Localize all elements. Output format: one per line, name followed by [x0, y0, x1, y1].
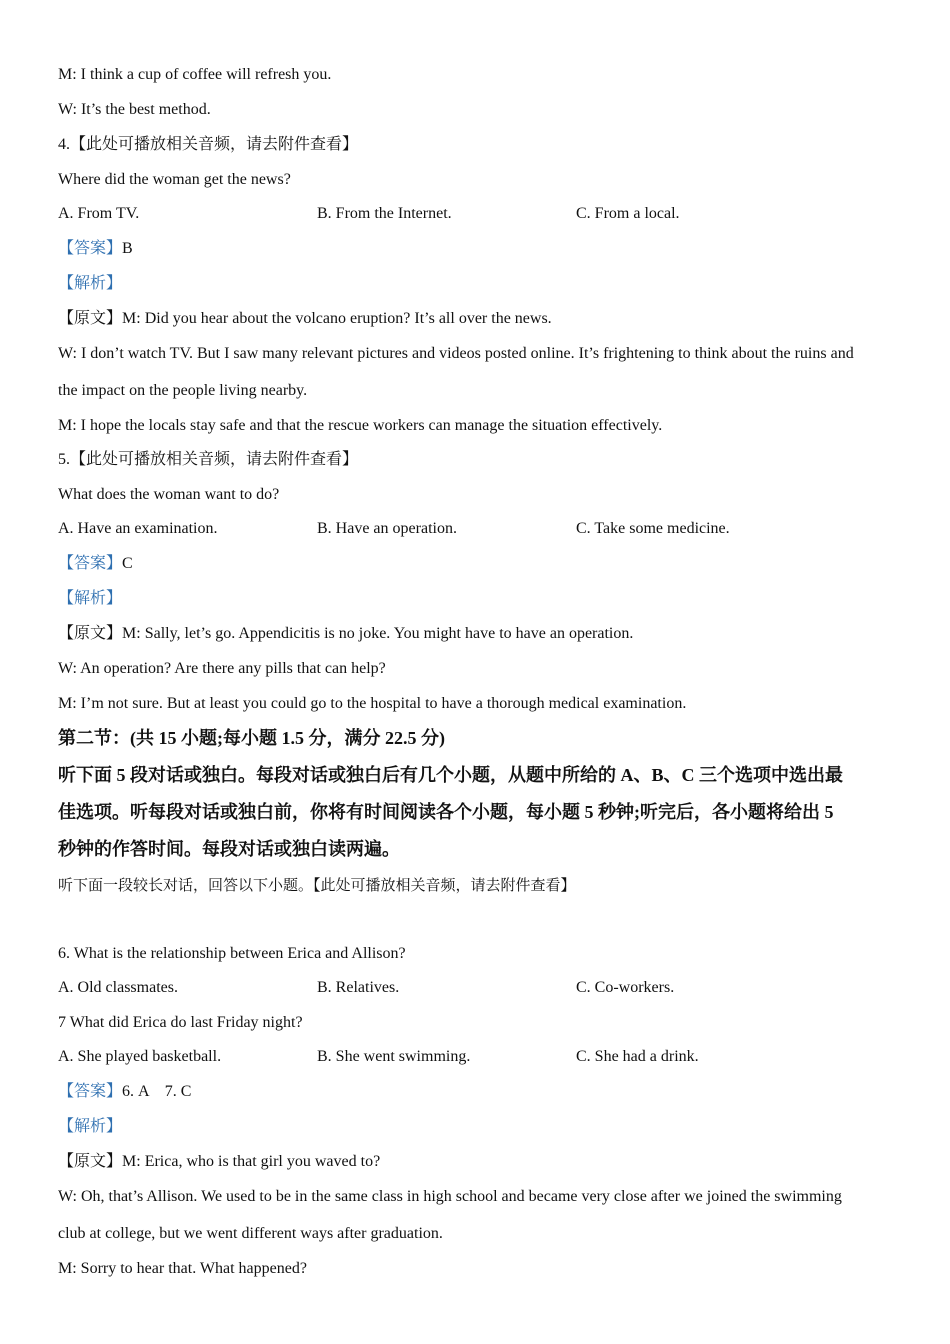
option-c: C. From a local.	[576, 205, 680, 222]
dialogue-line: W: I don’t watch TV. But I saw many relevant pictures and videos posted online. It’s frightening to think about the ruins and	[58, 345, 854, 362]
audio-placeholder: 【此处可播放相关音频，请去附件查看】	[70, 451, 359, 468]
question-number: 4.	[58, 136, 70, 153]
original-label: 【原文】	[58, 310, 123, 327]
dialogue-line: the impact on the people living nearby.	[58, 382, 308, 399]
section-2-instructions: 佳选项。听每段对话或独白前，你将有时间阅读各个小题，每小题 5 秒钟;听完后，各小题将给出 5	[58, 802, 834, 822]
answer-value: 6. A 7. C	[122, 1083, 192, 1100]
question-5-text: What does the woman want to do?	[58, 486, 280, 503]
answer-value: C	[122, 555, 133, 572]
dialogue-line: M: Did you hear about the volcano eruption? It’s all over the news.	[122, 310, 552, 327]
dialogue-line: W: Oh, that’s Allison. We used to be in the same class in high school and became very close after we joined the swimming	[58, 1188, 842, 1205]
option-c: C. Co-workers.	[576, 979, 675, 996]
question-5-header	[58, 450, 358, 470]
answer-label: 【答案】	[58, 1083, 123, 1100]
option-b: B. She went swimming.	[317, 1048, 471, 1065]
dialogue-line: W: An operation? Are there any pills that can help?	[58, 660, 386, 677]
section-2-instructions: 听下面 5 段对话或独白。每段对话或独白后有几个小题，从题中所给的 A、B、C 三个选项中选出最	[58, 765, 843, 785]
analysis-label: 【解析】	[58, 590, 123, 607]
dialogue-line: M: I’m not sure. But at least you could go to the hospital to have a thorough medical examination.	[58, 695, 687, 712]
answer-value: B	[122, 240, 133, 257]
dialogue-line: club at college, but we went different ways after graduation.	[58, 1225, 443, 1242]
dialogue-line: M: Erica, who is that girl you waved to?	[122, 1153, 381, 1170]
analysis-label: 【解析】	[58, 1118, 123, 1135]
original-text-line	[58, 1152, 380, 1172]
analysis-label: 【解析】	[58, 275, 123, 292]
audio-placeholder: 【此处可播放相关音频，请去附件查看】	[70, 136, 359, 153]
answer-line	[58, 554, 133, 574]
dialogue-line: W: It’s the best method.	[58, 101, 211, 118]
option-b: B. From the Internet.	[317, 205, 452, 222]
option-a: A. From TV.	[58, 205, 140, 222]
dialogue-line: M: I hope the locals stay safe and that the rescue workers can manage the situation effectively.	[58, 417, 663, 434]
option-a: A. Old classmates.	[58, 979, 178, 996]
answer-label: 【答案】	[58, 240, 123, 257]
option-a: A. Have an examination.	[58, 520, 218, 537]
option-b: B. Relatives.	[317, 979, 400, 996]
section-2-instructions: 秒钟的作答时间。每段对话或独白读两遍。	[58, 839, 400, 859]
option-c: C. She had a drink.	[576, 1048, 699, 1065]
listening-intro: 听下面一段较长对话，回答以下小题。【此处可播放相关音频，请去附件查看】	[58, 878, 576, 894]
question-number: 5.	[58, 451, 70, 468]
section-2-title: 第二节：(共 15 小题;每小题 1.5 分，满分 22.5 分)	[58, 728, 445, 748]
option-c: C. Take some medicine.	[576, 520, 730, 537]
question-7-text: 7 What did Erica do last Friday night?	[58, 1014, 303, 1031]
option-a: A. She played basketball.	[58, 1048, 222, 1065]
dialogue-line: M: Sally, let’s go. Appendicitis is no joke. You might have to have an operation.	[122, 625, 634, 642]
answer-line	[58, 1082, 191, 1102]
dialogue-line: M: Sorry to hear that. What happened?	[58, 1260, 307, 1277]
original-label: 【原文】	[58, 1153, 123, 1170]
original-text-line	[58, 309, 552, 329]
question-6-text: 6. What is the relationship between Erica and Allison?	[58, 945, 406, 962]
original-text-line	[58, 624, 633, 644]
answer-label: 【答案】	[58, 555, 123, 572]
original-label: 【原文】	[58, 625, 123, 642]
question-4-text: Where did the woman get the news?	[58, 171, 291, 188]
answer-line	[58, 239, 133, 259]
question-4-header	[58, 135, 358, 155]
dialogue-line: M: I think a cup of coffee will refresh you.	[58, 66, 332, 83]
option-b: B. Have an operation.	[317, 520, 457, 537]
